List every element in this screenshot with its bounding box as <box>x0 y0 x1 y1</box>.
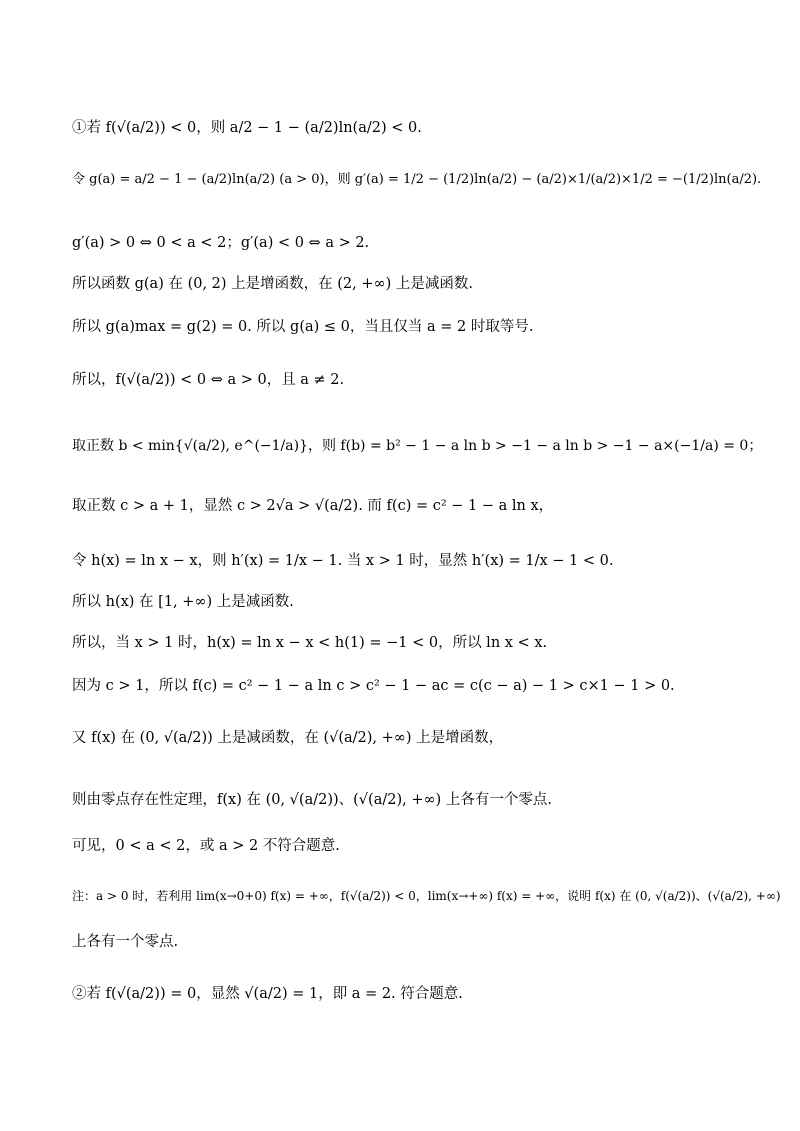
line-15: 可见，0 < a < 2，或 a > 2 不符合题意. <box>72 838 340 854</box>
line-10: 所以 h(x) 在 [1, +∞) 上是减函数. <box>72 594 294 610</box>
line-14: 则由零点存在性定理，f(x) 在 (0, √(a/2))、(√(a/2), +∞) 上各有一个零点. <box>72 792 552 808</box>
line-6: 所以，f(√(a/2)) < 0 ⇔ a > 0，且 a ≠ 2. <box>72 372 345 388</box>
line-7: 取正数 b < min{√(a/2), e^(−1/a)}，则 f(b) = b² − 1 − a ln b > −1 − a ln b > −1 − a×(−1/a) = 0； <box>72 438 763 454</box>
line-9: 令 h(x) = ln x − x，则 h′(x) = 1/x − 1. 当 x > 1 时，显然 h′(x) = 1/x − 1 < 0. <box>72 553 614 569</box>
line-18: ②若 f(√(a/2)) = 0，显然 √(a/2) = 1，即 a = 2. 符合题意. <box>72 986 463 1002</box>
line-17: 上各有一个零点. <box>72 934 179 950</box>
line-16: 注：a > 0 时，若利用 lim(x→0+0) f(x) = +∞，f(√(a/2)) < 0，lim(x→+∞) f(x) = +∞，说明 f(x) 在 (0, √(a/2))、(√(a/2), +∞) <box>72 889 781 903</box>
line-13: 又 f(x) 在 (0, √(a/2)) 上是减函数，在 (√(a/2), +∞) 上是增函数， <box>72 730 504 746</box>
line-1: ①若 f(√(a/2)) < 0，则 a/2 − 1 − (a/2)ln(a/2) < 0. <box>72 120 422 136</box>
line-2: 令 g(a) = a/2 − 1 − (a/2)ln(a/2) (a > 0)，则 g′(a) = 1/2 − (1/2)ln(a/2) − (a/2)×1/(a/2)×1/2 = −(1/2)ln(a/2). <box>72 172 762 187</box>
line-11: 所以，当 x > 1 时，h(x) = ln x − x < h(1) = −1 < 0，所以 ln x < x. <box>72 635 548 651</box>
line-8: 取正数 c > a + 1，显然 c > 2√a > √(a/2). 而 f(c) = c² − 1 − a ln x， <box>72 498 554 514</box>
line-3: g′(a) > 0 ⇔ 0 < a < 2；g′(a) < 0 ⇔ a > 2. <box>72 235 370 251</box>
line-5: 所以 g(a)max = g(2) = 0. 所以 g(a) ≤ 0，当且仅当 a = 2 时取等号. <box>72 319 534 335</box>
line-4: 所以函数 g(a) 在 (0, 2) 上是增函数，在 (2, +∞) 上是减函数. <box>72 276 473 292</box>
line-12: 因为 c > 1，所以 f(c) = c² − 1 − a ln c > c² − 1 − ac = c(c − a) − 1 > c×1 − 1 > 0. <box>72 678 675 694</box>
